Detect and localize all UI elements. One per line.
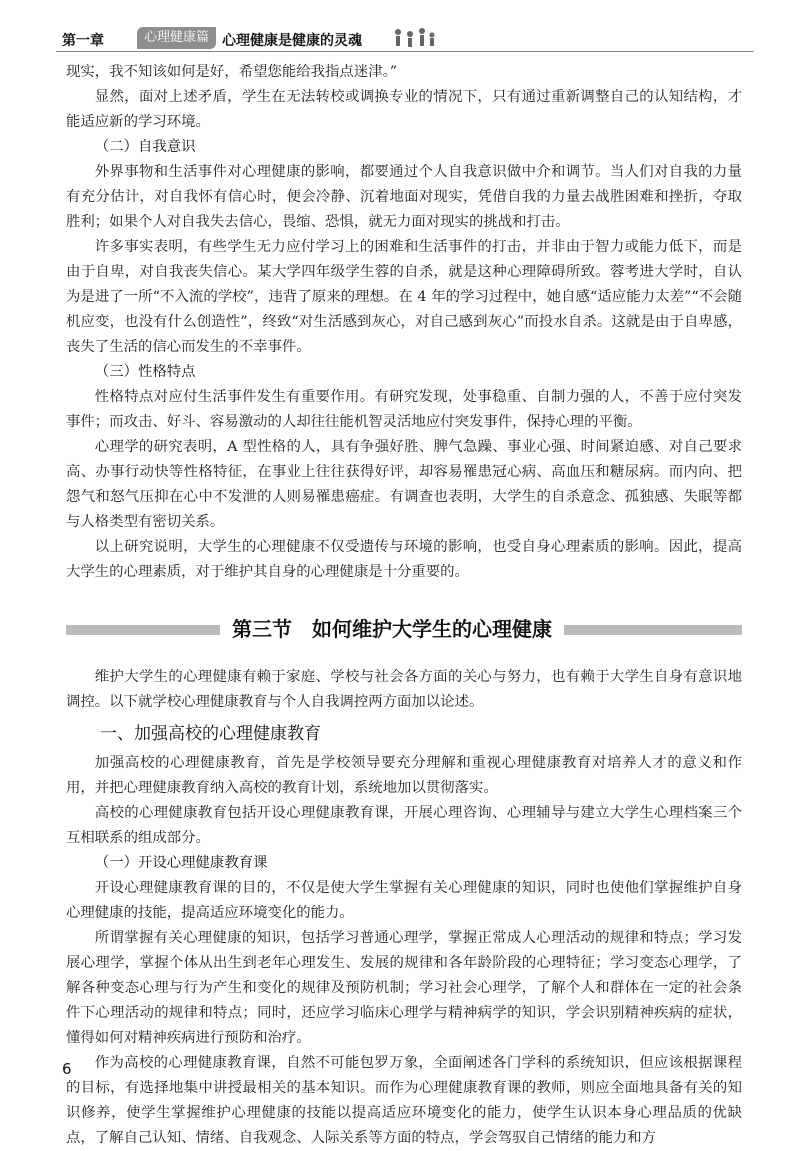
part-badge: 心理健康篇: [137, 27, 216, 49]
decorative-figures-icon: [392, 26, 436, 52]
section-heading: [66, 595, 742, 665]
paragraph: 外界事物和生活事件对心理健康的影响，都要通过个人自我意识做中介和调节。当人们对自我的力量有充分估计，对自我怀有信心时，便会冷静、沉着地面对现实，凭借自我的力量去战胜困难和挫折，夺取胜利；如果个人对自我失去信心，畏缩、恐惧，就无力面对现实的挑战和打击。: [66, 164, 742, 230]
page-body: [66, 60, 742, 1151]
page-header: [0, 0, 800, 52]
section-title: 第三节 如何维护大学生的心理健康: [220, 609, 564, 649]
paragraph: 现实，我不知该如何是好，希望您能给我指点迷津。”: [66, 64, 398, 80]
subheading-personality: （三）性格特点: [94, 364, 196, 380]
paragraph: 开设心理健康教育课的目的，不仅是使大学生掌握有关心理健康的知识，同时也使他们掌握维护自身心理健康的技能，提高适应环境变化的能力。: [66, 880, 742, 921]
paragraph: 加强高校的心理健康教育，首先是学校领导要充分理解和重视心理健康教育对培养人才的意义和作用，并把心理健康教育纳入高校的教育计划，系统地加以贯彻落实。: [66, 755, 742, 796]
paragraph: 高校的心理健康教育包括开设心理健康教育课，开展心理咨询、心理辅导与建立大学生心理档案三个互相联系的组成部分。: [66, 805, 742, 846]
heading-school-education: 一、加强高校的心理健康教育: [100, 724, 321, 744]
page-number: 6: [62, 1060, 72, 1078]
paragraph: 显然，面对上述矛盾，学生在无法转校或调换专业的情况下，只有通过重新调整自己的认知结构，才能适应新的学习环境。: [66, 89, 742, 130]
paragraph: 所谓掌握有关心理健康的知识，包括学习普通心理学，掌握正常成人心理活动的规律和特点；学习发展心理学，掌握个体从出生到老年心理发生、发展的规律和各年龄阶段的心理特征；学习变态心理学，了解各种变态心理与行为产生和变化的规律及预防机制；学习社会心理学，了解个人和群体在一定的社会条件下心理活动的规律和特点；同时，还应学习临床心理学与精神病学的知识，学会识别精神疾病的症状，懂得如何对精神疾病进行预防和治疗。: [66, 930, 742, 1046]
paragraph: 以上研究说明，大学生的心理健康不仅受遗传与环境的影响，也受自身心理素质的影响。因此，提高大学生的心理素质，对于维护其自身的心理健康是十分重要的。: [66, 539, 742, 580]
chapter-label: 第一章: [62, 33, 104, 49]
chapter-subtitle: 心理健康是健康的灵魂: [222, 33, 362, 49]
paragraph: 性格特点对应付生活事件发生有重要作用。有研究发现，处事稳重、自制力强的人，不善于应付突发事件；而攻击、好斗、容易激动的人却往往能机智灵活地应付突发事件，保持心理的平衡。: [66, 389, 742, 430]
paragraph: 作为高校的心理健康教育课，自然不可能包罗万象，全面阐述各门学科的系统知识，但应该根据课程的目标，有选择地集中讲授最相关的基本知识。而作为心理健康教育课的教师，则应全面地具备有关的知识修养，使学生掌握维护心理健康的技能以提高适应环境变化的能力，使学生认识本身心理品质的优缺点，了解自己认知、情绪、自我观念、人际关系等方面的特点，学会驾驭自己情绪的能力和方: [66, 1055, 742, 1146]
paragraph: 维护大学生的心理健康有赖于家庭、学校与社会各方面的关心与努力，也有赖于大学生自身有意识地调控。以下就学校心理健康教育与个人自我调控两方面加以论述。: [66, 669, 742, 710]
paragraph: 许多事实表明，有些学生无力应付学习上的困难和生活事件的打击，并非由于智力或能力低下，而是由于自卑，对自我丧失信心。某大学四年级学生蓉的自杀，就是这种心理障碍所致。蓉考进大学时，自认为是进了一所“不入流的学校”，违背了原来的理想。在 4 年的学习过程中，她自感“适应能力太差”“不会随机应变，也没有什么创造性”，终致“对生活感到灰心，对自己感到灰心”而投水自杀。这就是由于自卑感，丧失了生活的信心而发生的不幸事件。: [66, 239, 742, 355]
paragraph: 心理学的研究表明，A 型性格的人，具有争强好胜、脾气急躁、事业心强、时间紧迫感、对自己要求高、办事行动快等性格特征，在事业上往往获得好评，却容易罹患冠心病、高血压和糖尿病。而内向、把怨气和怒气压抑在心中不发泄的人则易罹患癌症。有调查也表明，大学生的自杀意念、孤独感、失眠等都与人格类型有密切关系。: [66, 439, 742, 530]
subheading-self-awareness: （二）自我意识: [94, 139, 196, 155]
subheading-course: （一）开设心理健康教育课: [94, 855, 268, 871]
header-rule: [56, 51, 754, 52]
